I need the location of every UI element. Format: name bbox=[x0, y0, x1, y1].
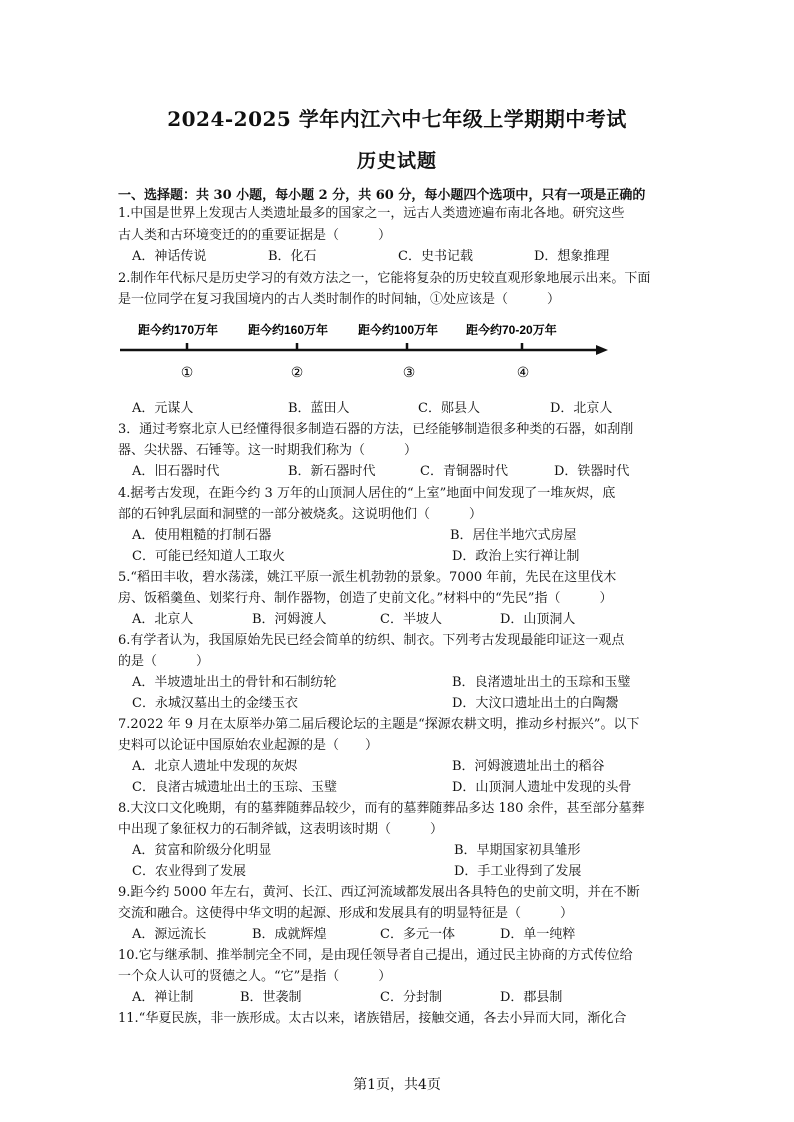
question-3-stem-line-2: 器、尖状器、石锤等。这一时期我们称为（ ） bbox=[118, 443, 418, 458]
timeline-mark-2: ② bbox=[290, 365, 304, 381]
question-4-stem-line-2: 部的石钟乳层面和洞壁的一部分被烧炙。这说明他们（ ） bbox=[118, 507, 483, 522]
question-5-option-a: A．北京人 bbox=[132, 612, 194, 627]
question-2-option-c: C．郧县人 bbox=[418, 401, 480, 416]
question-6-stem-line-1: 6.有学者认为，我国原始先民已经会简单的纺织、制衣。下列考古发现最能印证这一观点 bbox=[118, 633, 625, 648]
question-5-stem-line-2: 房、饭稻羹鱼、划桨行舟、制作器物，创造了史前文化。”材料中的“先民”指（ ） bbox=[118, 591, 613, 606]
exam-title: 2024-2025 学年内江六中七年级上学期期中考试 bbox=[167, 107, 627, 131]
question-10-stem-line-1: 10.它与继承制、推举制完全不同，是由现任领导者自己提出，通过民主协商的方式传位给 bbox=[118, 948, 633, 963]
question-1-stem-line-2: 古人类和古环境变迁的的重要证据是（ ） bbox=[118, 228, 392, 243]
question-8-option-a: A．贫富和阶级分化明显 bbox=[132, 843, 272, 858]
question-2-stem-line-1: 2.制作年代标尺是历史学习的有效方法之一，它能将复杂的历史较直观形象地展示出来。下面 bbox=[118, 271, 651, 286]
question-4-stem-line-1: 4.据考古发现，在距今约 3 万年的山顶洞人居住的“上室”地面中间发现了一堆灰烬，底 bbox=[118, 486, 616, 501]
question-5-option-b: B．河姆渡人 bbox=[252, 612, 327, 627]
timeline-label-4: 距今约70-20万年 bbox=[466, 323, 557, 337]
question-7-option-c: C．良渚古城遗址出土的玉琮、玉璧 bbox=[132, 780, 337, 795]
question-4-option-c: C．可能已经知道人工取火 bbox=[132, 549, 285, 564]
question-3-option-b: B．新石器时代 bbox=[288, 464, 376, 479]
question-6-option-a: A．半坡遗址出土的骨针和石制纺轮 bbox=[132, 675, 337, 690]
question-1-option-d: D．想象推理 bbox=[534, 249, 610, 264]
question-2-option-d: D．北京人 bbox=[550, 401, 613, 416]
question-7-option-d: D．山顶洞人遗址中发现的头骨 bbox=[452, 780, 632, 795]
question-8-option-d: D．手工业得到了发展 bbox=[454, 864, 582, 879]
question-8-option-b: B．早期国家初具雏形 bbox=[454, 843, 581, 858]
question-10-stem-line-2: 一个众人认可的贤德之人。“它”是指（ ） bbox=[118, 969, 392, 984]
question-4-option-d: D．政治上实行禅让制 bbox=[452, 549, 580, 564]
timeline-mark-3: ③ bbox=[402, 365, 416, 381]
question-1-option-c: C．史书记载 bbox=[398, 249, 473, 264]
question-8-option-c: C．农业得到了发展 bbox=[132, 864, 246, 879]
question-9-stem-line-2: 交流和融合。这使得中华文明的起源、形成和发展具有的明显特征是（ ） bbox=[118, 906, 574, 921]
question-10-option-b: B．世袭制 bbox=[240, 990, 302, 1005]
question-6-option-d: D．大汶口遗址出土的白陶鬶 bbox=[452, 696, 619, 711]
question-2-option-b: B．蓝田人 bbox=[288, 401, 350, 416]
timeline-mark-4: ④ bbox=[516, 365, 530, 381]
question-5-option-d: D．山顶洞人 bbox=[500, 612, 576, 627]
question-7-option-a: A．北京人遗址中发现的灰烬 bbox=[132, 759, 298, 774]
question-3-option-c: C．青铜器时代 bbox=[420, 464, 508, 479]
question-10-option-a: A．禅让制 bbox=[132, 990, 194, 1005]
question-5-stem-line-1: 5.“稻田丰收，碧水荡漾，姚江平原一派生机勃勃的景象。7000 年前，先民在这里伐木 bbox=[118, 570, 617, 585]
timeline-arrowhead bbox=[596, 345, 608, 355]
question-2-option-a: A．元谋人 bbox=[132, 401, 194, 416]
timeline-label-1: 距今约170万年 bbox=[138, 323, 219, 337]
question-1-stem-line-1: 1.中国是世界上发现古人类遗址最多的国家之一，远古人类遗迹遍布南北各地。研究这些 bbox=[118, 206, 625, 221]
question-10-option-c: C．分封制 bbox=[380, 990, 442, 1005]
question-4-option-b: B．居住半地穴式房屋 bbox=[450, 528, 577, 543]
page-footer: 第1页，共4页 bbox=[353, 1077, 441, 1093]
question-7-stem-line-2: 史料可以论证中国原始农业起源的是（ ） bbox=[118, 738, 379, 753]
question-10-option-d: D．郡县制 bbox=[500, 990, 563, 1005]
question-11-stem-line-1: 11.“华夏民族，非一族形成。太古以来，诸族错居，接触交通，各去小异而大同，渐化合 bbox=[118, 1011, 627, 1026]
question-6-stem-line-2: 的是（ ） bbox=[118, 654, 210, 669]
question-8-stem-line-1: 8.大汶口文化晚期，有的墓葬随葬品较少，而有的墓葬随葬品多达 180 余件，甚至部分墓葬 bbox=[118, 801, 645, 816]
timeline-label-3: 距今约100万年 bbox=[358, 323, 439, 337]
question-1-option-b: B．化石 bbox=[268, 249, 317, 264]
question-9-option-c: C．多元一体 bbox=[380, 927, 455, 942]
question-9-option-a: A．源远流长 bbox=[132, 927, 207, 942]
timeline-label-2: 距今约160万年 bbox=[248, 323, 329, 337]
question-7-stem-line-1: 7.2022 年 9 月在太原举办第二届后稷论坛的主题是“探源农耕文明，推动乡村振兴”。以下 bbox=[118, 717, 640, 732]
question-9-option-b: B．成就辉煌 bbox=[252, 927, 327, 942]
question-7-option-b: B．河姆渡遗址出土的稻谷 bbox=[452, 759, 605, 774]
question-1-option-a: A．神话传说 bbox=[132, 249, 207, 264]
timeline-figure bbox=[0, 0, 794, 420]
question-4-option-a: A．使用粗糙的打制石器 bbox=[132, 528, 272, 543]
question-3-option-a: A．旧石器时代 bbox=[132, 464, 220, 479]
section-heading: 一、选择题：共 30 小题，每小题 2 分，共 60 分，每小题四个选项中，只有一项是正确的 bbox=[118, 188, 646, 203]
question-6-option-c: C．永城汉墓出土的金缕玉衣 bbox=[132, 696, 298, 711]
timeline-mark-1: ① bbox=[180, 365, 194, 381]
exam-subject: 历史试题 bbox=[356, 150, 437, 172]
question-8-stem-line-2: 中出现了象征权力的石制斧钺，这表明该时期（ ） bbox=[118, 822, 444, 837]
question-9-stem-line-1: 9.距今约 5000 年左右，黄河、长江、西辽河流域都发展出各具特色的史前文明，并在不断 bbox=[118, 885, 640, 900]
question-9-option-d: D．单一纯粹 bbox=[500, 927, 576, 942]
question-2-stem-line-2: 是一位同学在复习我国境内的古人类时制作的时间轴，①处应该是（ ） bbox=[118, 292, 561, 307]
question-5-option-c: C．半坡人 bbox=[380, 612, 442, 627]
question-3-option-d: D．铁器时代 bbox=[554, 464, 630, 479]
question-3-stem-line-1: 3．通过考察北京人已经懂得很多制造石器的方法，已经能够制造很多种类的石器，如刮削 bbox=[118, 422, 634, 437]
question-6-option-b: B．良渚遗址出土的玉琮和玉璧 bbox=[452, 675, 631, 690]
